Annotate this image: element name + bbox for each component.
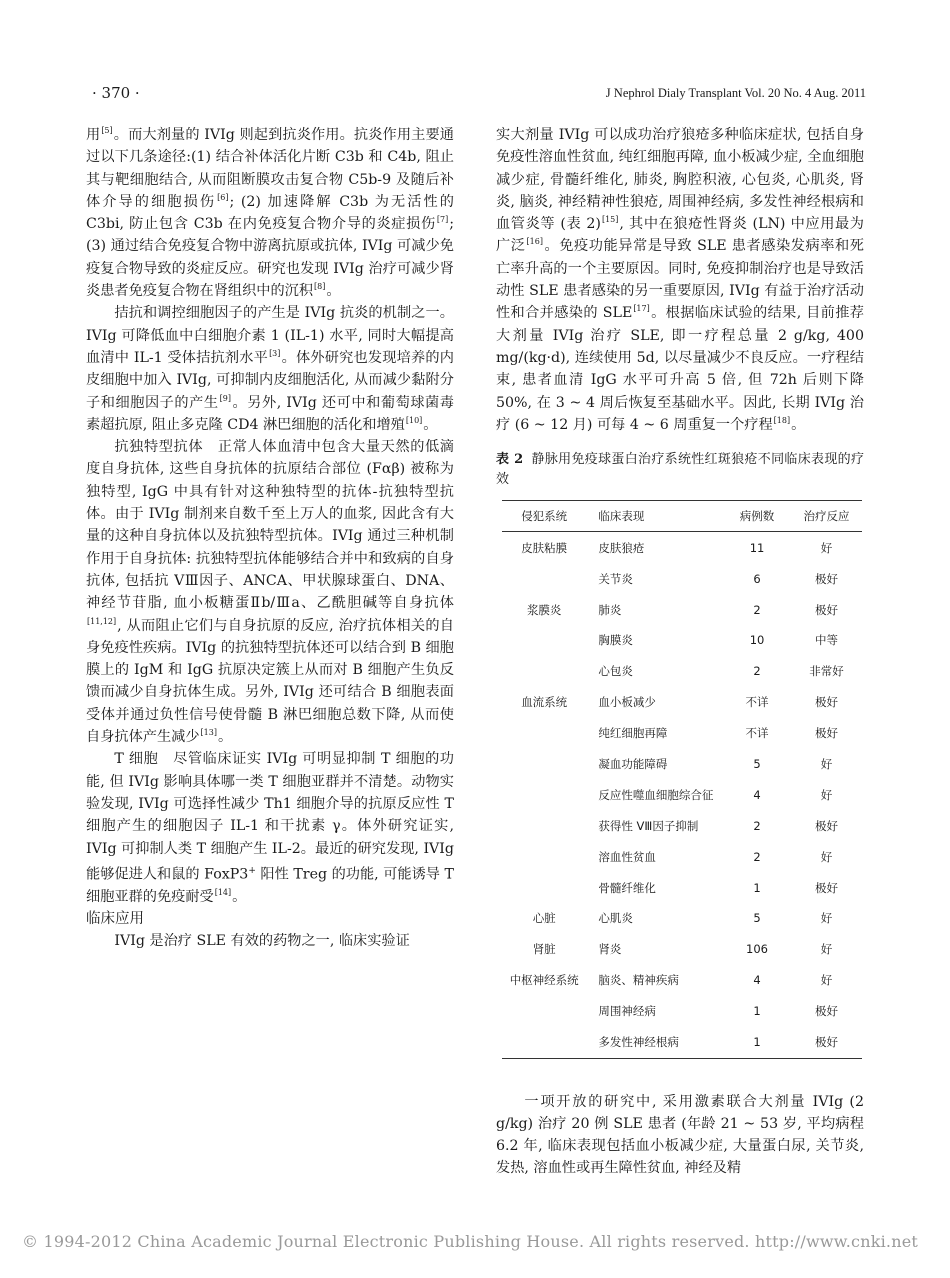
cell-manifestation: 心肌炎 <box>598 911 633 926</box>
text: ; (2) 加速降解 C3b 为无活性的 C3bi, 防止包含 C3b 在内免疫复合物介导的炎症损伤 <box>86 193 454 233</box>
cell-manifestation: 凝血功能障碍 <box>598 756 668 771</box>
citation: [15] <box>601 215 619 225</box>
cell-system: 中枢神经系统 <box>509 973 579 988</box>
text: 。 <box>326 283 341 300</box>
cell-system <box>502 780 586 811</box>
header-manifestation: 临床表现 <box>598 509 645 524</box>
paragraph-clinical: IVIg 是治疗 SLE 有效的药物之一, 临床实验证 <box>114 933 410 950</box>
copyright-footer: © 1994-2012 China Academic Journal Electronic Publishing House. All rights reserved. http://www.cnki.net <box>22 1232 919 1251</box>
text: 。体外研究也发现培养的内皮细胞中加入 IVIg, 可抑制内皮细胞活化, 从而减少黏附分子和细胞因子的产生 <box>86 349 454 411</box>
table-row <box>502 563 862 594</box>
cell-cases: 2 <box>753 818 761 833</box>
cell-cases: 5 <box>753 911 761 926</box>
cell-system <box>502 810 586 841</box>
table-row <box>502 656 862 687</box>
cell-cases: 2 <box>753 602 761 617</box>
table-row <box>502 780 862 811</box>
table-row <box>502 687 862 718</box>
cell-system <box>502 625 586 656</box>
cell-cases: 11 <box>749 540 765 555</box>
cell-manifestation: 肾炎 <box>598 942 622 957</box>
citation: [10] <box>405 415 423 425</box>
cell-system <box>502 718 586 749</box>
text: 。根据临床试验的结果, 目前推荐大剂量 IVIg 治疗 SLE, 即一疗程总量 2 g/kg, 400 mg/(kg·d), 连续使用 5d, 以尽量减少不良反应。一疗程结束, 患者血清 IgG 水平可升高 5 倍, 但 72h 后则下降 50%, 在 3 ~ 4 周后恢复至基础水平。因此, 长期 IVIg 治疗 (6 ~ 12 月) 可每 4 ~ 6 周重复一个疗程 <box>496 305 864 433</box>
text: 阳性 Treg 的功能, 可能诱导 T 细胞亚群的免疫耐受 <box>86 866 454 905</box>
table-row <box>502 872 862 903</box>
cell-response: 极好 <box>814 818 838 833</box>
text: 。而大剂量的 IVIg 则起到抗炎作用。抗炎作用主要通过以下几条途径:(1) 结合补体活化片断 C3b 和 C4b, 阻止其与靶细胞结合, 从而阻断膜攻击复合物 C5b-9 及随后补体介导的细胞损伤 <box>86 127 454 210</box>
citation: [8] <box>314 282 326 292</box>
cell-cases: 1 <box>753 1004 761 1019</box>
table-row <box>502 1027 862 1058</box>
cell-manifestation: 骨髓纤维化 <box>598 880 656 895</box>
table-header-row <box>502 501 862 532</box>
text: T 细胞 尽管临床证实 IVIg 可明显抑制 T 细胞的功能, 但 IVIg 影响具体哪一类 T 细胞亚群并不清楚。动物实验发现, IVIg 可选择性减少 Th1 细胞介导的抗原反应性 T 细胞产生的细胞因子 IL-1 和干扰素 γ。体外研究证实, IVIg 可抑制人类 T 细胞产生 IL-2。最近的研究发现, IVIg 能够促进人和鼠的 FoxP3 <box>86 751 454 883</box>
cell-cases: 不详 <box>745 695 769 710</box>
cell-response: 好 <box>820 911 833 926</box>
citation: [14] <box>214 887 232 897</box>
cell-response: 极好 <box>814 571 838 586</box>
table-row <box>502 532 862 563</box>
cell-system: 血流系统 <box>521 695 568 710</box>
paragraph-anti-idiotype <box>86 436 454 748</box>
table-row <box>502 996 862 1027</box>
table-row <box>502 718 862 749</box>
cell-response: 好 <box>820 942 833 957</box>
cell-response: 好 <box>820 849 833 864</box>
text: ; (3) 通过结合免疫复合物中游离抗原或抗体, IVIg 可减少免疫复合物导致的炎症反应。研究也发现 IVIg 治疗可减少肾炎患者免疫复合物在肾组织中的沉积 <box>86 216 454 300</box>
paragraph-cytokines <box>86 302 454 436</box>
text: 。另外, IVIg 还可中和葡萄球菌毒素超抗原, 阻止多克隆 CD4 淋巴细胞的活化和增殖 <box>86 394 454 433</box>
cell-system <box>502 872 586 903</box>
cell-response: 好 <box>820 787 833 802</box>
paragraph-t-cells <box>86 748 454 908</box>
cell-cases: 1 <box>753 1035 761 1049</box>
cell-system: 皮肤粘膜 <box>521 540 568 555</box>
cell-manifestation: 肺炎 <box>598 602 622 617</box>
cell-system <box>502 996 586 1027</box>
cell-cases: 不详 <box>745 726 769 741</box>
citation: [6] <box>217 192 229 202</box>
citation: [9] <box>219 393 231 403</box>
cell-cases: 4 <box>753 787 761 802</box>
cell-response: 极好 <box>814 695 838 710</box>
cell-system <box>502 841 586 872</box>
text: 。 <box>232 888 247 905</box>
cell-response: 中等 <box>814 633 838 648</box>
cell-manifestation: 心包炎 <box>598 664 633 679</box>
citation: [7] <box>436 215 449 225</box>
cell-manifestation: 关节炎 <box>598 571 633 586</box>
left-column <box>86 124 454 953</box>
cell-cases: 106 <box>746 942 768 957</box>
text: 。 <box>217 729 233 746</box>
cell-manifestation: 获得性 VⅢ因子抑制 <box>598 818 699 833</box>
citation: [16] <box>526 237 543 247</box>
table-row <box>502 594 862 625</box>
superscript: + <box>248 865 256 876</box>
cell-response: 极好 <box>814 1035 838 1049</box>
citation: [17] <box>633 304 650 314</box>
cell-cases: 5 <box>753 756 761 771</box>
table-body <box>502 532 862 1058</box>
text: 用 <box>86 127 101 143</box>
cell-cases: 6 <box>753 571 761 586</box>
cell-cases: 1 <box>753 880 761 895</box>
table-number: 表 2 <box>496 452 524 468</box>
cell-system: 肾脏 <box>532 942 556 957</box>
table-row <box>502 810 862 841</box>
paragraph-open-study: 一项开放的研究中, 采用激素联合大剂量 IVIg (2 g/kg) 治疗 20 例 SLE 患者 (年龄 21 ~ 53 岁, 平均病程 6.2 年, 临床表现包括血小板减少症, 大量蛋白尿, 关节炎, 发热, 溶血性或再生障性贫血, 神经及精 <box>496 1093 864 1177</box>
cell-manifestation: 血小板减少 <box>598 695 656 710</box>
text: , 从而阻止它们与自身抗原的反应, 治疗抗体相关的自身免疫性疾病。IVIg 的抗独特型抗体还可以结合到 B 细胞膜上的 IgM 和 IgG 抗原决定簇上从而对 B 细胞产生负反馈而减少自身抗体生成。另外, IVIg 还可结合 B 细胞表面受体并通过负性信号使骨髓 B 淋巴细胞总数下降, 从而使自身抗体产生减少 <box>86 617 454 746</box>
cell-system <box>502 1027 586 1058</box>
table-row <box>502 903 862 934</box>
text: 。 <box>791 416 806 433</box>
header-response: 治疗反应 <box>803 509 850 524</box>
citation: [3] <box>269 348 281 358</box>
cell-response: 极好 <box>814 1004 838 1019</box>
table-row <box>502 749 862 780</box>
cell-system: 浆膜炎 <box>526 602 562 617</box>
text: 抗独特型抗体 正常人体血清中包含大量天然的低滴度自身抗体, 这些自身抗体的抗原结合部位 (Fαβ) 被称为独特型, IgG 中具有针对这种独特型的抗体-抗独特型抗体。由于 IVIg 制剂来自数千至上万人的血浆, 因此含有大量的这种自身抗体以及抗独特型抗体。IVIg 通过三种机制作用于自身抗体: 抗独特型抗体能够结合并中和致病的自身抗体, 包括抗 VⅢ因子、ANCA、甲状腺球蛋白、DNA、神经节苷脂, 血小板糖蛋Ⅱb/Ⅲa、乙酰胆碱等自身抗体 <box>86 439 454 612</box>
paragraph-clinical-continued <box>496 124 864 436</box>
cell-system: 心脏 <box>532 911 556 926</box>
cell-manifestation: 溶血性贫血 <box>598 849 656 864</box>
cell-system <box>502 749 586 780</box>
efficacy-table <box>502 500 862 1058</box>
header-cases: 病例数 <box>739 509 775 524</box>
cell-response: 非常好 <box>809 664 844 679</box>
table-row <box>502 934 862 965</box>
table-row <box>502 625 862 656</box>
citation: [11,12] <box>87 616 117 626</box>
cell-system <box>502 563 586 594</box>
citation: [18] <box>773 415 791 425</box>
cell-system <box>502 656 586 687</box>
header-system: 侵犯系统 <box>521 509 568 524</box>
table-row <box>502 965 862 996</box>
paragraph-anti-inflammation <box>86 124 454 302</box>
table-caption <box>496 450 864 490</box>
cell-cases: 2 <box>753 849 761 864</box>
cell-response: 极好 <box>814 880 838 895</box>
text: , 其中在狼疮性肾炎 (LN) 中应用最为广泛 <box>496 216 864 255</box>
journal-header: J Nephrol Dialy Transplant Vol. 20 No. 4 Aug. 2011 <box>605 86 866 100</box>
cell-manifestation: 脑炎、精神疾病 <box>598 973 679 988</box>
text: 。 <box>423 416 438 433</box>
cell-manifestation: 反应性噬血细胞综合征 <box>598 787 714 802</box>
cell-manifestation: 纯红细胞再障 <box>598 726 668 741</box>
section-heading: 临床应用 <box>86 911 144 928</box>
cell-response: 极好 <box>814 726 838 741</box>
table-caption-text: 静脉用免疫球蛋白治疗系统性红斑狼疮不同临床表现的疗效 <box>496 452 864 488</box>
cell-response: 好 <box>820 540 833 555</box>
cell-cases: 4 <box>753 973 761 988</box>
text: 拮抗和调控细胞因子的产生是 IVIg 抗炎的机制之一。IVIg 可降低血中白细胞介素 1 (IL-1) 水平, 同时大幅提高血清中 IL-1 受体拮抗剂水平 <box>86 305 454 366</box>
cell-manifestation: 周围神经病 <box>598 1004 656 1019</box>
page-number: · 370 · <box>92 84 140 102</box>
cell-manifestation: 皮肤狼疮 <box>598 540 645 555</box>
citation: [13] <box>200 728 217 738</box>
citation: [5] <box>101 126 113 135</box>
right-column <box>496 124 864 1180</box>
cell-cases: 10 <box>749 633 765 648</box>
cell-response: 好 <box>820 973 833 988</box>
cell-manifestation: 胸膜炎 <box>598 633 633 648</box>
table-row <box>502 841 862 872</box>
cell-response: 极好 <box>814 602 838 617</box>
cell-cases: 2 <box>753 664 761 679</box>
text: 。免疫功能异常是导致 SLE 患者感染发病率和死亡率升高的一个主要原因。同时, 免疫抑制治疗也是导致活动性 SLE 患者感染的另一重要原因, IVIg 有益于治疗活动性和合并感染的 SLE <box>496 238 864 322</box>
text: 实大剂量 IVIg 可以成功治疗狼疮多种临床症状, 包括自身免疫性溶血性贫血, 纯红细胞再障, 血小板减少症, 全血细胞减少症, 骨髓纤维化, 肺炎, 胸腔积液, 心包炎, 心肌炎, 肾炎, 脑炎, 神经精神性狼疮, 周围神经病, 多发性神经根病和血管炎等 (表 2) <box>496 127 864 233</box>
cell-response: 好 <box>820 756 833 771</box>
cell-manifestation: 多发性神经根病 <box>598 1035 679 1049</box>
